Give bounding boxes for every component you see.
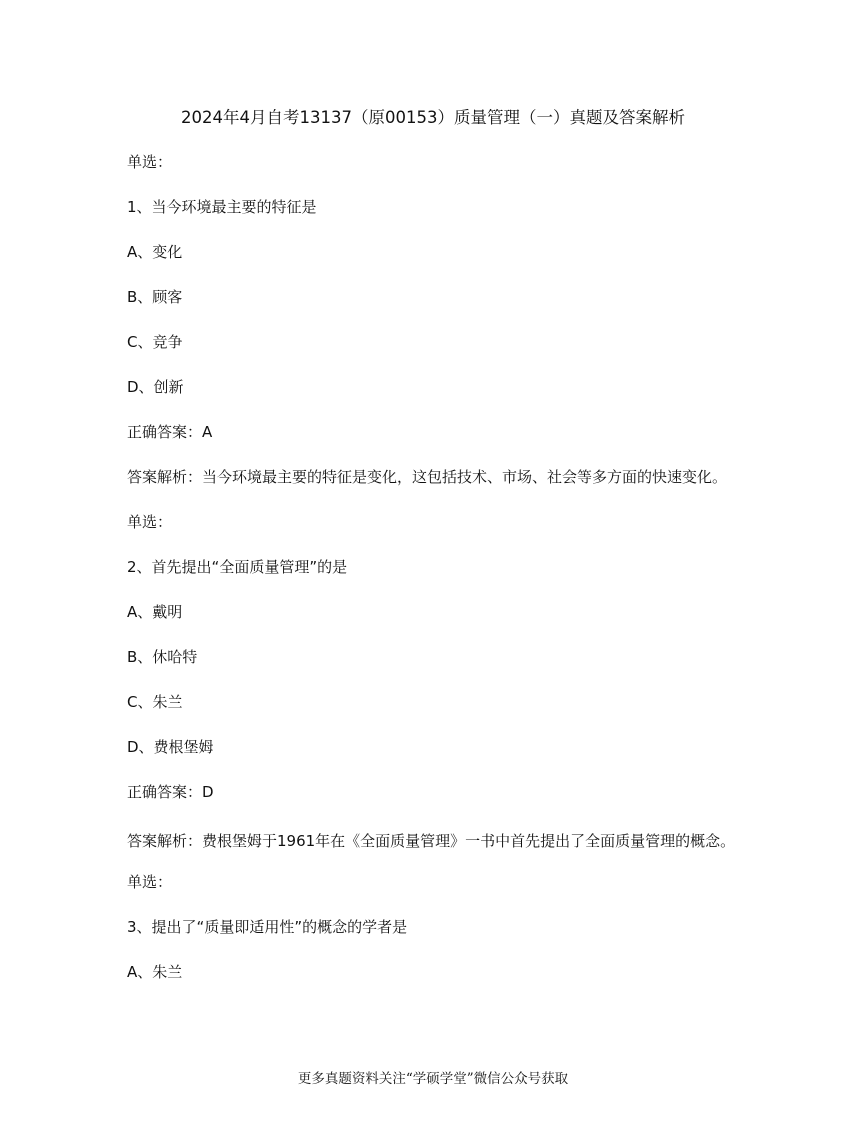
option-a: A、变化 [127, 243, 183, 261]
question-type-label: 单选： [127, 513, 173, 531]
page-footer: 更多真题资料关注“学硕学堂”微信公众号获取 [297, 1071, 569, 1087]
question-type-label: 单选： [127, 153, 173, 171]
page-title: 2024年4月自考13137（原00153）质量管理（一）真题及答案解析 [181, 108, 685, 127]
option-a: A、朱兰 [127, 963, 183, 981]
answer-explanation: 答案解析：当今环境最主要的特征是变化，这包括技术、市场、社会等多方面的快速变化。 [127, 468, 728, 486]
question-stem: 1、当今环境最主要的特征是 [127, 198, 317, 216]
option-c: C、竞争 [127, 333, 183, 351]
correct-answer: 正确答案：D [127, 783, 214, 801]
option-b: B、顾客 [127, 288, 183, 306]
question-type-label: 单选： [127, 873, 173, 891]
option-d: D、创新 [127, 378, 184, 396]
option-d: D、费根堡姆 [127, 738, 214, 756]
answer-explanation: 答案解析：费根堡姆于1961年在《全面质量管理》一书中首先提出了全面质量管理的概念。 [127, 832, 736, 850]
option-a: A、戴明 [127, 603, 183, 621]
question-stem: 2、首先提出“全面质量管理”的是 [127, 558, 348, 576]
question-list [127, 151, 767, 1006]
correct-answer: 正确答案：A [127, 423, 213, 441]
option-c: C、朱兰 [127, 693, 183, 711]
question-stem: 3、提出了“质量即适用性”的概念的学者是 [127, 918, 408, 936]
option-b: B、休哈特 [127, 648, 198, 666]
